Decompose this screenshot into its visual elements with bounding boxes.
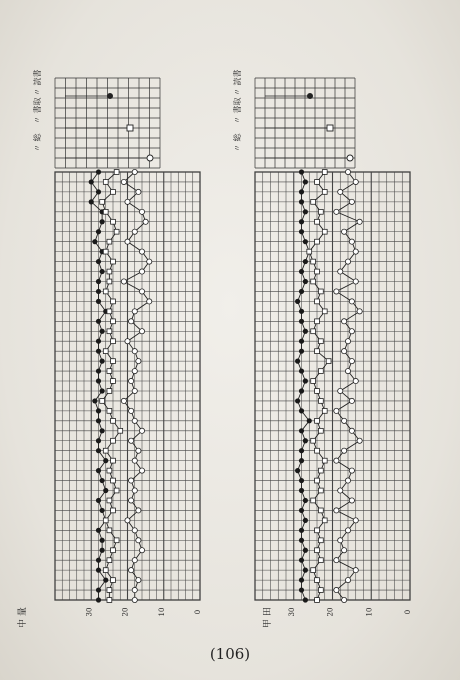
data-point	[129, 438, 134, 443]
data-point	[338, 538, 343, 543]
data-point	[307, 418, 312, 423]
data-point	[299, 528, 304, 533]
data-point	[96, 169, 101, 174]
data-point	[318, 468, 323, 473]
data-point	[121, 179, 126, 184]
data-point	[299, 428, 304, 433]
data-point	[322, 229, 327, 234]
legend-label: 〃 書取	[33, 97, 42, 124]
data-point	[92, 239, 97, 244]
data-point	[136, 448, 141, 453]
data-point	[111, 418, 116, 423]
data-point	[114, 488, 119, 493]
data-point	[349, 498, 354, 503]
data-point	[345, 259, 350, 264]
data-point	[129, 378, 134, 383]
data-point	[132, 229, 137, 234]
data-point	[357, 219, 362, 224]
legend-label: 〃 総	[33, 133, 42, 152]
data-point	[111, 299, 116, 304]
data-point	[318, 339, 323, 344]
data-point	[132, 388, 137, 393]
data-point	[103, 488, 108, 493]
data-point	[111, 438, 116, 443]
legend-marker	[107, 93, 113, 99]
data-point	[139, 249, 144, 254]
data-point	[136, 577, 141, 582]
plot-grid	[55, 172, 200, 600]
data-point	[96, 597, 101, 602]
value-tick-label: 30	[287, 607, 296, 617]
data-point	[334, 587, 339, 592]
data-point	[96, 587, 101, 592]
data-point	[103, 448, 108, 453]
data-point	[129, 568, 134, 573]
data-point	[96, 498, 101, 503]
data-point	[345, 577, 350, 582]
data-point	[345, 528, 350, 533]
data-point	[100, 269, 105, 274]
data-point	[315, 349, 320, 354]
series-open-square	[307, 170, 331, 603]
data-point	[129, 319, 134, 324]
data-point	[89, 179, 94, 184]
data-point	[322, 170, 327, 175]
data-point	[136, 538, 141, 543]
value-tick-label: 0	[194, 609, 202, 615]
data-point	[334, 209, 339, 214]
data-point	[342, 229, 347, 234]
data-point	[96, 368, 101, 373]
data-point	[147, 259, 152, 264]
data-point	[315, 448, 320, 453]
data-point	[318, 588, 323, 593]
data-point	[311, 379, 316, 384]
data-point	[318, 508, 323, 513]
data-point	[334, 408, 339, 413]
data-point	[299, 229, 304, 234]
data-point	[315, 299, 320, 304]
data-point	[318, 428, 323, 433]
data-point	[299, 458, 304, 463]
legend-label: 〃 書取	[233, 97, 242, 124]
data-point	[103, 249, 108, 254]
data-point	[132, 488, 137, 493]
data-point	[315, 239, 320, 244]
data-point	[92, 398, 97, 403]
data-point	[299, 269, 304, 274]
data-point	[315, 418, 320, 423]
series-open-square	[100, 170, 123, 603]
side-label: 中 量	[18, 607, 28, 628]
data-point	[342, 418, 347, 423]
data-point	[299, 309, 304, 314]
series-line	[309, 172, 328, 600]
data-point	[125, 339, 130, 344]
legend-grid	[55, 78, 160, 168]
data-point	[342, 319, 347, 324]
data-point	[299, 189, 304, 194]
data-point	[322, 190, 327, 195]
chart-panel-right	[232, 69, 412, 628]
data-point	[318, 289, 323, 294]
legend-grid	[255, 78, 355, 168]
data-point	[322, 309, 327, 314]
data-point	[129, 478, 134, 483]
data-point	[107, 598, 112, 603]
data-point	[295, 359, 300, 364]
data-point	[349, 398, 354, 403]
data-point	[125, 199, 130, 204]
data-point	[100, 329, 105, 334]
data-point	[103, 518, 108, 523]
data-point	[107, 279, 112, 284]
data-point	[357, 438, 362, 443]
data-point	[311, 498, 316, 503]
data-point	[96, 279, 101, 284]
data-point	[103, 349, 108, 354]
data-point	[342, 349, 347, 354]
data-point	[96, 558, 101, 563]
data-point	[132, 418, 137, 423]
data-point	[311, 279, 316, 284]
data-point	[353, 179, 358, 184]
data-point	[111, 190, 116, 195]
data-point	[303, 279, 308, 284]
data-point	[311, 438, 316, 443]
data-point	[299, 219, 304, 224]
data-point	[299, 488, 304, 493]
data-point	[345, 478, 350, 483]
data-point	[349, 299, 354, 304]
data-point	[349, 329, 354, 334]
data-point	[111, 379, 116, 384]
data-point	[338, 388, 343, 393]
data-point	[299, 169, 304, 174]
data-point	[303, 209, 308, 214]
data-point	[299, 408, 304, 413]
data-point	[125, 239, 130, 244]
data-point	[107, 369, 112, 374]
data-point	[96, 378, 101, 383]
data-point	[315, 180, 320, 185]
data-point	[114, 229, 119, 234]
data-point	[303, 518, 308, 523]
data-point	[315, 269, 320, 274]
data-point	[299, 448, 304, 453]
data-point	[111, 578, 116, 583]
data-point	[103, 209, 108, 214]
data-point	[299, 508, 304, 513]
data-point	[295, 398, 300, 403]
data-point	[111, 478, 116, 483]
data-point	[100, 538, 105, 543]
data-point	[139, 428, 144, 433]
data-point	[139, 548, 144, 553]
data-point	[334, 558, 339, 563]
data-point	[299, 577, 304, 582]
value-tick-label: 20	[121, 607, 130, 617]
data-point	[342, 597, 347, 602]
data-point	[107, 498, 112, 503]
data-point	[100, 478, 105, 483]
series-open-circle	[121, 169, 152, 602]
data-point	[338, 269, 343, 274]
data-point	[318, 399, 323, 404]
data-point	[111, 259, 116, 264]
data-point	[129, 498, 134, 503]
data-point	[303, 329, 308, 334]
data-point	[139, 209, 144, 214]
data-point	[132, 597, 137, 602]
data-point	[96, 339, 101, 344]
legend-label: 〃 総	[233, 133, 242, 152]
data-point	[103, 568, 108, 573]
data-point	[111, 508, 116, 513]
data-point	[111, 339, 116, 344]
data-point	[338, 488, 343, 493]
data-point	[315, 548, 320, 553]
data-point	[96, 189, 101, 194]
data-point	[349, 468, 354, 473]
data-point	[349, 428, 354, 433]
data-point	[345, 368, 350, 373]
data-point	[353, 279, 358, 284]
data-point	[311, 329, 316, 334]
data-point	[107, 329, 112, 334]
data-point	[345, 169, 350, 174]
data-point	[103, 458, 108, 463]
data-point	[322, 458, 327, 463]
data-point	[100, 399, 105, 404]
data-point	[303, 179, 308, 184]
data-point	[136, 189, 141, 194]
data-point	[295, 299, 300, 304]
data-point	[299, 538, 304, 543]
data-point	[311, 199, 316, 204]
data-point	[96, 418, 101, 423]
series-line	[102, 172, 120, 600]
data-point	[315, 219, 320, 224]
data-point	[299, 478, 304, 483]
data-point	[132, 349, 137, 354]
data-point	[132, 309, 137, 314]
data-point	[318, 558, 323, 563]
data-point	[96, 229, 101, 234]
data-point	[342, 548, 347, 553]
data-point	[107, 408, 112, 413]
data-point	[132, 528, 137, 533]
data-point	[353, 378, 358, 383]
data-point	[96, 319, 101, 324]
data-point	[103, 180, 108, 185]
data-point	[303, 378, 308, 383]
data-point	[322, 408, 327, 413]
data-point	[132, 587, 137, 592]
data-point	[338, 189, 343, 194]
data-point	[114, 170, 119, 175]
data-point	[299, 339, 304, 344]
page-number: (106)	[209, 645, 251, 663]
data-point	[353, 568, 358, 573]
data-point	[96, 438, 101, 443]
data-point	[342, 448, 347, 453]
data-point	[107, 558, 112, 563]
legend-marker	[147, 155, 153, 161]
data-point	[125, 518, 130, 523]
data-point	[96, 528, 101, 533]
data-point	[136, 508, 141, 513]
data-point	[111, 458, 116, 463]
data-point	[334, 458, 339, 463]
value-tick-label: 10	[365, 607, 374, 617]
data-point	[132, 368, 137, 373]
data-point	[103, 289, 108, 294]
data-point	[107, 269, 112, 274]
data-point	[326, 359, 331, 364]
data-point	[139, 269, 144, 274]
data-point	[299, 319, 304, 324]
data-point	[303, 568, 308, 573]
data-point	[349, 239, 354, 244]
data-point	[303, 259, 308, 264]
data-point	[299, 289, 304, 294]
data-point	[303, 438, 308, 443]
data-point	[111, 219, 116, 224]
data-point	[132, 558, 137, 563]
data-point	[118, 428, 123, 433]
legend-label: 〃 読書	[233, 69, 242, 96]
data-point	[143, 219, 148, 224]
legend-marker	[347, 155, 353, 161]
data-point	[318, 369, 323, 374]
plot-grid	[255, 172, 410, 600]
data-point	[136, 359, 141, 364]
data-point	[100, 508, 105, 513]
data-point	[96, 289, 101, 294]
value-tick-label: 10	[157, 607, 166, 617]
data-point	[139, 289, 144, 294]
data-point	[315, 389, 320, 394]
data-point	[318, 538, 323, 543]
legend-marker	[327, 125, 333, 131]
data-point	[299, 587, 304, 592]
data-point	[107, 588, 112, 593]
data-point	[295, 468, 300, 473]
data-point	[89, 199, 94, 204]
data-point	[318, 488, 323, 493]
data-point	[353, 518, 358, 523]
data-point	[299, 368, 304, 373]
data-point	[114, 538, 119, 543]
data-point	[299, 199, 304, 204]
data-point	[349, 199, 354, 204]
series-line	[298, 172, 310, 600]
legend-marker	[127, 125, 133, 131]
data-point	[96, 299, 101, 304]
data-point	[318, 209, 323, 214]
data-point	[334, 508, 339, 513]
data-point	[139, 468, 144, 473]
data-point	[103, 577, 108, 582]
data-point	[96, 448, 101, 453]
data-point	[334, 289, 339, 294]
data-point	[100, 359, 105, 364]
data-point	[107, 528, 112, 533]
data-point	[100, 428, 105, 433]
chart-panel-left	[16, 69, 202, 628]
data-point	[303, 597, 308, 602]
data-point	[357, 309, 362, 314]
data-point	[315, 528, 320, 533]
value-tick-label: 20	[326, 607, 335, 617]
data-point	[96, 468, 101, 473]
data-point	[322, 518, 327, 523]
data-point	[303, 239, 308, 244]
data-point	[307, 249, 312, 254]
data-point	[132, 458, 137, 463]
data-point	[315, 598, 320, 603]
data-point	[299, 558, 304, 563]
side-label: 甲 田	[263, 607, 273, 628]
data-point	[100, 548, 105, 553]
data-point	[353, 249, 358, 254]
data-point	[139, 329, 144, 334]
data-point	[107, 389, 112, 394]
data-point	[111, 319, 116, 324]
data-point	[96, 349, 101, 354]
data-point	[303, 498, 308, 503]
data-point	[111, 548, 116, 553]
data-point	[299, 349, 304, 354]
data-point	[299, 388, 304, 393]
data-point	[315, 319, 320, 324]
data-point	[100, 199, 105, 204]
data-point	[345, 339, 350, 344]
data-point	[315, 578, 320, 583]
data-point	[96, 408, 101, 413]
data-point	[121, 398, 126, 403]
value-tick-label: 0	[404, 609, 412, 615]
legend-marker	[307, 93, 313, 99]
data-point	[96, 568, 101, 573]
data-point	[107, 239, 112, 244]
data-point	[121, 279, 126, 284]
data-point	[96, 259, 101, 264]
data-point	[100, 388, 105, 393]
data-point	[111, 359, 116, 364]
data-point	[147, 299, 152, 304]
data-point	[303, 548, 308, 553]
data-point	[100, 219, 105, 224]
legend-label: 〃 読書	[33, 69, 42, 96]
data-point	[315, 478, 320, 483]
data-point	[311, 568, 316, 573]
data-point	[132, 169, 137, 174]
data-point	[107, 309, 112, 314]
value-tick-label: 30	[85, 607, 94, 617]
data-point	[311, 259, 316, 264]
data-point	[129, 408, 134, 413]
data-point	[107, 468, 112, 473]
data-point	[349, 359, 354, 364]
